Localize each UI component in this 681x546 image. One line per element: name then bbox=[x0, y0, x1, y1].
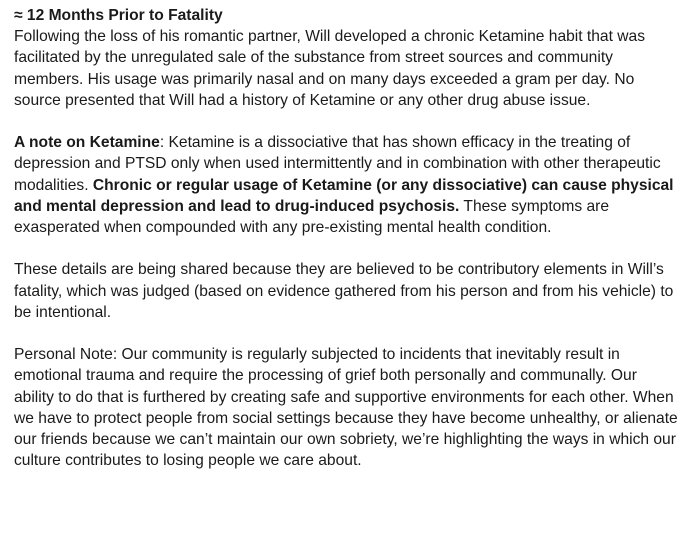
note-warning: Chronic or regular usage of Ketamine (or any dissociative) can cause physical and mental depression and lead to drug-induced psychosis. bbox=[14, 176, 674, 215]
paragraph-ketamine-note bbox=[14, 132, 678, 238]
note-text-intro: : Ketamine is a dissociative that has shown efficacy in the treating of depression and PTSD only when used intermittently and in combination with other therapeutic modalities. bbox=[14, 134, 661, 194]
paragraph-spacer bbox=[14, 111, 678, 132]
section-heading: ≈ 12 Months Prior to Fatality bbox=[14, 7, 223, 24]
paragraph-contributory-details: These details are being shared because they are believed to be contributory elements in Will’s fatality, which was judged (based on evidence gathered from his person and from his vehicle) to be intentional. bbox=[14, 261, 674, 321]
paragraph-ketamine-habit: Following the loss of his romantic partner, Will developed a chronic Ketamine habit that was facilitated by the unregulated sale of the substance from street sources and community members. His usage was primarily nasal and on many days exceeded a gram per day. No source presented that Will had a history of Ketamine or any other drug abuse issue. bbox=[14, 28, 645, 109]
document bbox=[14, 5, 678, 471]
paragraph-spacer bbox=[14, 323, 678, 344]
paragraph-spacer bbox=[14, 238, 678, 259]
note-text-outro: These symptoms are exasperated when compounded with any pre-existing mental health condition. bbox=[14, 197, 610, 237]
note-label: A note on Ketamine bbox=[14, 134, 160, 152]
paragraph-personal-note: Personal Note: Our community is regularly subjected to incidents that inevitably result in emotional trauma and require the processing of grief both personally and communally. Our ability to do that is furthered by creating safe and supportive environments for each other. When we have to protect people from social settings because they have become unhealthy, or alienate our friends because we can’t maintain our own sobriety, we’re highlighting the ways in which our culture contributes to losing people we care about. bbox=[14, 346, 678, 470]
